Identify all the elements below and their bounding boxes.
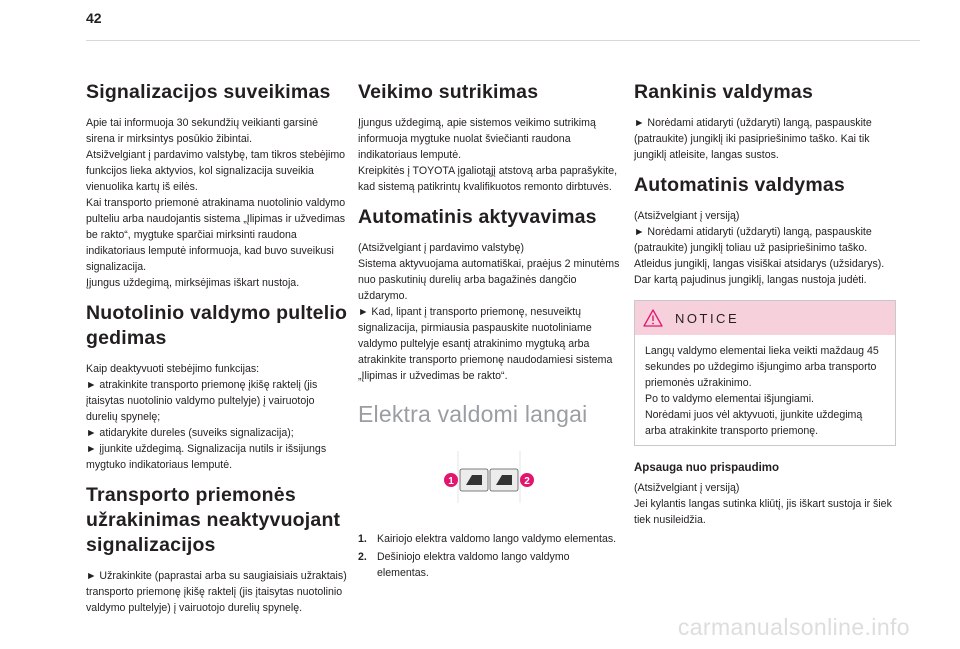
caption-item xyxy=(358,549,620,581)
notice-header xyxy=(635,301,895,335)
section-title-pultelio-gedimas: Nuotolinio valdymo pultelio gedimas xyxy=(86,302,348,349)
caption-text: Dešiniojo elektra valdomo lango valdymo elementas. xyxy=(377,551,570,579)
section-title-automatinis-aktyvavimas: Automatinis aktyvavimas xyxy=(358,206,597,228)
section-body-rankinis-valdymas: ► Norėdami atidaryti (uždaryti) langą, paspauskite (patraukite) jungiklį iki pasipriešinimo taško. Kai tik jungiklį atleisite, langas sustos. xyxy=(634,117,872,161)
column-middle xyxy=(358,80,620,583)
notice-text: Langų valdymo elementai lieka veikti maždaug 45 sekundes po uždegimo išjungimo arba transporto priemonės užrakinimo. Po to valdymo elementai išjungiami. Norėdami juos vėl aktyvuoti, įjunkite uždegimą arba atrakinkite transporto priemonę. xyxy=(645,345,879,437)
watermark: carmanualsonline.info xyxy=(677,614,910,640)
notice-box xyxy=(634,300,896,446)
section-title-automatinis-valdymas: Automatinis valdymas xyxy=(634,174,845,196)
caption-number: 2. xyxy=(358,551,367,563)
section-title-uzrakinimas: Transporto priemonės užrakinimas neaktyvuojant signalizacijos xyxy=(86,484,341,556)
page-number: 42 xyxy=(86,10,102,26)
figure-captions xyxy=(358,531,620,581)
window-switches-figure xyxy=(358,449,620,505)
section-body-pultelio-gedimas: Kaip deaktyvuoti stebėjimo funkcijas: ► atrakinkite transporto priemonę įkišę raktelį (jis įtaisytas nuotolinio valdymo pultelyje) į vairuotojo durelių spynelę; ► atidarykite dureles (suveiks signalizacija); ► įjunkite uždegimą. Signalizacija nutils ir išsijungs mygtuko indikatoriaus lemputė. xyxy=(86,363,327,471)
column-right xyxy=(634,80,896,538)
chapter-title-elektra-valdomi-langai: Elektra valdomi langai xyxy=(358,401,588,427)
caption-text: Kairiojo elektra valdomo lango valdymo elementas. xyxy=(377,533,617,545)
subsection-title-apsauga-nuo-prispaudimo: Apsauga nuo prispaudimo xyxy=(634,462,780,474)
section-title-veikimo-sutrikimas: Veikimo sutrikimas xyxy=(358,81,539,103)
notice-title: NOTICE xyxy=(675,310,740,326)
caption-item xyxy=(358,531,620,547)
caption-number: 1. xyxy=(358,533,367,545)
section-body-signalizacijos-suveikimas: Apie tai informuoja 30 sekundžių veikianti garsinė sirena ir mirksintys posūkio žibintai. Atsižvelgiant į pardavimo valstybę, tam tikros stebėjimo funkcijos lieka aktyvios, kol signalizacija suveikia vienuolika kartų iš eilės. Kai transporto priemonė atrakinama nuotolinio valdymo pulteliu arba naudojantis sistema „Įlipimas ir užvedimas be rakto“, mygtuke sparčiai mirksinti raudona indikatoriaus lemputė informuoja, kad buvo suveikusi signalizacija. Įjungus uždegimą, mirksėjimas iškart nustoja. xyxy=(86,117,346,289)
callout-1-label: 1 xyxy=(448,476,454,487)
section-body-uzrakinimas: ► Užrakinkite (paprastai arba su saugiaisiais užraktais) transporto priemonę įkišę raktelį (jis įtaisytas nuotolinio valdymo pultelyje) į vairuotojo durelių spynelę. xyxy=(86,570,347,614)
header-rule xyxy=(86,40,920,41)
section-body-automatinis-valdymas: (Atsižvelgiant į versiją) ► Norėdami atidaryti (uždaryti) langą, paspauskite (patraukite) jungiklį toliau už pasipriešinimo taško. Atleidus jungiklį, langas visiškai atsidarys (užsidarys). Dar kartą pajudinus jungiklį, langas nustoja judėti. xyxy=(634,210,885,286)
section-title-rankinis-valdymas: Rankinis valdymas xyxy=(634,81,813,103)
column-left xyxy=(86,80,348,626)
section-body-automatinis-aktyvavimas: (Atsižvelgiant į pardavimo valstybę) Sistema aktyvuojama automatiškai, praėjus 2 minutėms nuo paskutinių durelių arba bagažinės dangčio uždarymo. ► Kad, lipant į transporto priemonę, nesuveiktų signalizacija, pirmiausia paspauskite nuotoliniame valdymo pultelyje esantį atrakinimo mygtuką arba atrakinkite transporto priemonę naudodamiesi sistema „Įlipimas ir užvedimas be rakto“. xyxy=(358,242,620,382)
subsection-body-apsauga-nuo-prispaudimo: (Atsižvelgiant į versiją) Jei kylantis langas sutinka kliūtį, jis iškart sustoja ir šiek tiek nusileidžia. xyxy=(634,482,892,526)
window-switch-illustration xyxy=(439,449,539,505)
callout-2-label: 2 xyxy=(524,476,530,487)
section-body-veikimo-sutrikimas: Įjungus uždegimą, apie sistemos veikimo sutrikimą informuoja mygtuke nuolat šviečianti raudona indikatoriaus lemputė. Kreipkitės į TOYOTA įgaliotąjį atstovą arba paprašykite, kad sistemą patikrintų kvalifikuotos remonto dirbtuvės. xyxy=(358,117,618,193)
section-title-signalizacijos-suveikimas: Signalizacijos suveikimas xyxy=(86,81,331,103)
warning-triangle-icon xyxy=(643,309,663,327)
notice-body xyxy=(635,335,895,445)
